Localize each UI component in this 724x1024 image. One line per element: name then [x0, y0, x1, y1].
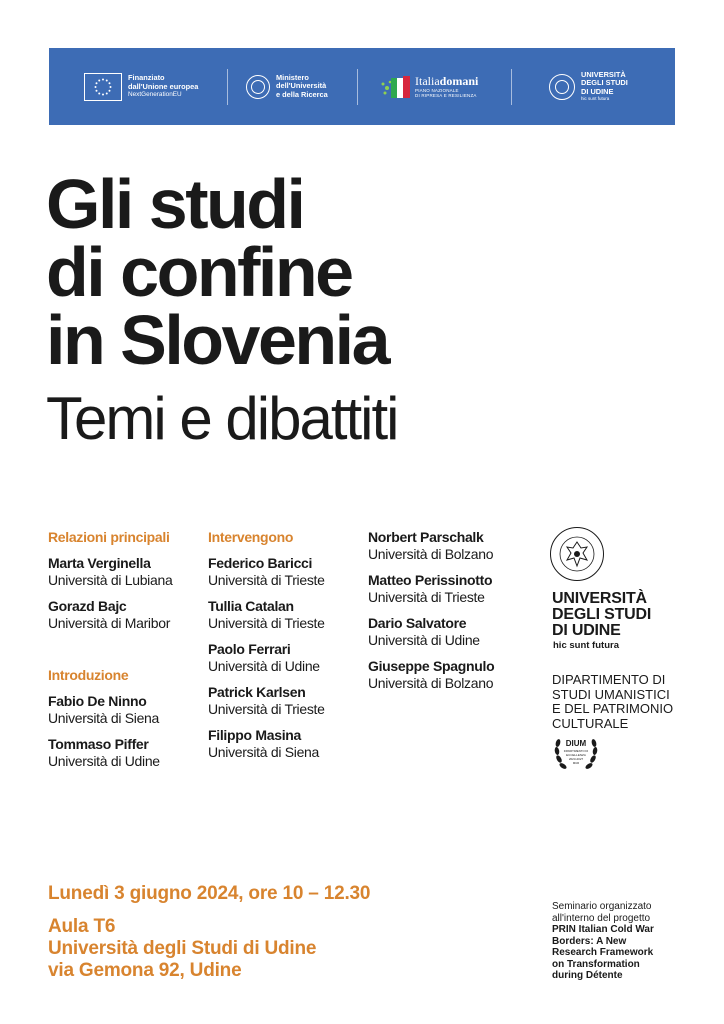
title-line1: Gli studi [46, 165, 304, 243]
speaker-entry [208, 641, 325, 674]
speaker-name: Matteo Perissinotto [368, 572, 493, 588]
speaker-entry [48, 693, 160, 726]
department-line4: CULTURALE [552, 715, 629, 731]
department-line3: E DEL PATRIMONIO [552, 701, 674, 716]
italia-domani-icon [379, 72, 413, 102]
speaker-name: Patrick Karlsen [208, 684, 306, 700]
speaker-name: Giuseppe Spagnulo [368, 658, 495, 674]
event-date: Lunedì 3 giugno 2024, ore 10 – 12.30 [48, 883, 371, 904]
speaker-name: Filippo Masina [208, 727, 302, 743]
banner-divider [227, 69, 228, 105]
badge-title: DIUM [565, 739, 587, 748]
italia-domani-logo [379, 48, 478, 125]
note-line5: Research Framework [552, 947, 654, 958]
eu-star-icon [96, 82, 98, 84]
speaker-entry [208, 684, 325, 717]
funding-banner [49, 48, 675, 125]
eu-star-icon [110, 86, 112, 88]
title-line2: di confine [46, 233, 352, 311]
speaker-affiliation: Università di Siena [48, 710, 160, 726]
eu-line1: Finanziato [128, 72, 165, 82]
speaker-affiliation: Università di Maribor [48, 615, 171, 631]
note-line2: all'interno del progetto [552, 912, 651, 924]
speaker-affiliation: Università di Trieste [368, 589, 485, 605]
speaker-name: Federico Baricci [208, 555, 313, 571]
speaker-entry [368, 572, 494, 605]
eu-star-icon [106, 92, 108, 94]
speaker-entry [208, 555, 325, 588]
uni-line4: hic sunt futura [581, 96, 610, 102]
eu-line3: NextGenerationEU [128, 91, 182, 99]
note-line4: Borders: A New [552, 935, 627, 947]
speaker-affiliation: Università di Bolzano [368, 546, 494, 562]
speaker-entry [48, 598, 172, 631]
badge-line2: ECCELLENZA [566, 753, 586, 757]
mur-line3: e della Ricerca [276, 89, 328, 99]
speaker-entry [208, 727, 325, 760]
speaker-affiliation: Università di Trieste [208, 615, 325, 631]
note-line1: Seminario organizzato [552, 901, 652, 912]
italia-logo-a: Italia [415, 74, 440, 88]
eu-star-icon [109, 82, 111, 84]
project-note [552, 901, 654, 982]
speaker-name: Tommaso Piffer [48, 736, 149, 752]
department-line1: DIPARTIMENTO DI [552, 672, 666, 687]
relazioni-section [48, 529, 172, 641]
italia-sub2: DI RIPRESA E RESILIENZA [415, 93, 477, 98]
speaker-affiliation: Università di Udine [368, 632, 480, 648]
speaker-affiliation: Università di Lubiana [48, 572, 173, 588]
speaker-name: Tullia Catalan [208, 598, 294, 614]
uniud-banner-logo [549, 48, 628, 125]
page-title [46, 165, 389, 379]
event-venue: Università degli Studi di Udine [48, 938, 317, 959]
speaker-name: Dario Salvatore [368, 615, 467, 631]
eu-star-icon [95, 86, 97, 88]
title-line3: in Slovenia [46, 301, 389, 379]
department-name [552, 673, 673, 731]
speaker-name: Fabio De Ninno [48, 693, 147, 709]
speaker-entry [48, 555, 172, 588]
speaker-entry [368, 658, 494, 691]
speaker-name: Norbert Parschalk [368, 529, 484, 545]
uni-line2: DEGLI STUDI [581, 78, 628, 88]
eu-flag-icon [84, 73, 122, 101]
event-location [48, 916, 316, 982]
page-subtitle: Temi e dibattiti [46, 385, 398, 452]
introduzione-heading: Introduzione [48, 667, 129, 683]
badge-line1: DIPARTIMENTO DI [563, 749, 589, 753]
italia-sub1: PIANO NAZIONALE [415, 88, 459, 93]
eu-star-icon [109, 89, 111, 91]
eu-star-icon [98, 92, 100, 94]
note-line7: during Détente [552, 970, 623, 981]
speaker-affiliation: Università di Trieste [208, 701, 325, 717]
republic-emblem-icon [246, 75, 270, 99]
mur-logo [246, 48, 328, 125]
university-seal-icon [549, 74, 575, 100]
university-name-line3: DI UDINE [552, 622, 621, 639]
university-motto: hic sunt futura [553, 640, 619, 651]
dium-excellence-badge [552, 729, 600, 775]
introduzione-section [48, 667, 160, 779]
event-address: via Gemona 92, Udine [48, 960, 242, 981]
eu-star-icon [106, 79, 108, 81]
uni-line3: DI UDINE [581, 86, 614, 96]
university-seal-icon [550, 527, 604, 581]
banner-divider [357, 69, 358, 105]
intervengono-section [208, 529, 325, 770]
badge-line4: MUR [572, 761, 580, 765]
mur-line1: Ministero [276, 72, 309, 82]
speaker-name: Paolo Ferrari [208, 641, 291, 657]
italia-logo-b: domani [439, 74, 479, 88]
event-room: Aula T6 [48, 916, 116, 937]
note-line3: PRIN Italian Cold War [552, 924, 654, 935]
eu-funding-logo [84, 48, 198, 125]
speaker-affiliation: Università di Udine [208, 658, 320, 674]
eu-star-icon [98, 79, 100, 81]
eu-line2: dall'Unione europea [128, 81, 199, 91]
speaker-name: Gorazd Bajc [48, 598, 127, 614]
uni-line1: UNIVERSITÀ [581, 69, 626, 79]
eu-star-icon [96, 89, 98, 91]
speaker-affiliation: Università di Udine [48, 753, 160, 769]
speaker-entry [368, 529, 494, 562]
banner-divider [511, 69, 512, 105]
university-name-line2: DEGLI STUDI [552, 606, 652, 623]
speaker-name: Marta Verginella [48, 555, 151, 571]
speaker-entry [368, 615, 494, 648]
intervengono-section-continued [368, 529, 494, 701]
speaker-entry [48, 736, 160, 769]
note-line6: on Transformation [552, 958, 640, 970]
speaker-entry [208, 598, 325, 631]
eu-star-icon [102, 93, 104, 95]
speaker-affiliation: Università di Siena [208, 744, 320, 760]
relazioni-heading: Relazioni principali [48, 529, 170, 545]
speaker-affiliation: Università di Bolzano [368, 675, 494, 691]
speaker-affiliation: Università di Trieste [208, 572, 325, 588]
university-name-line1: UNIVERSITÀ [552, 590, 647, 607]
mur-line2: dell'Università [276, 81, 327, 91]
intervengono-heading: Intervengono [208, 529, 294, 545]
eu-star-icon [102, 78, 104, 80]
department-line2: STUDI UMANISTICI [552, 686, 670, 702]
badge-line3: 2023-2027 [568, 757, 584, 761]
university-name [552, 591, 651, 639]
